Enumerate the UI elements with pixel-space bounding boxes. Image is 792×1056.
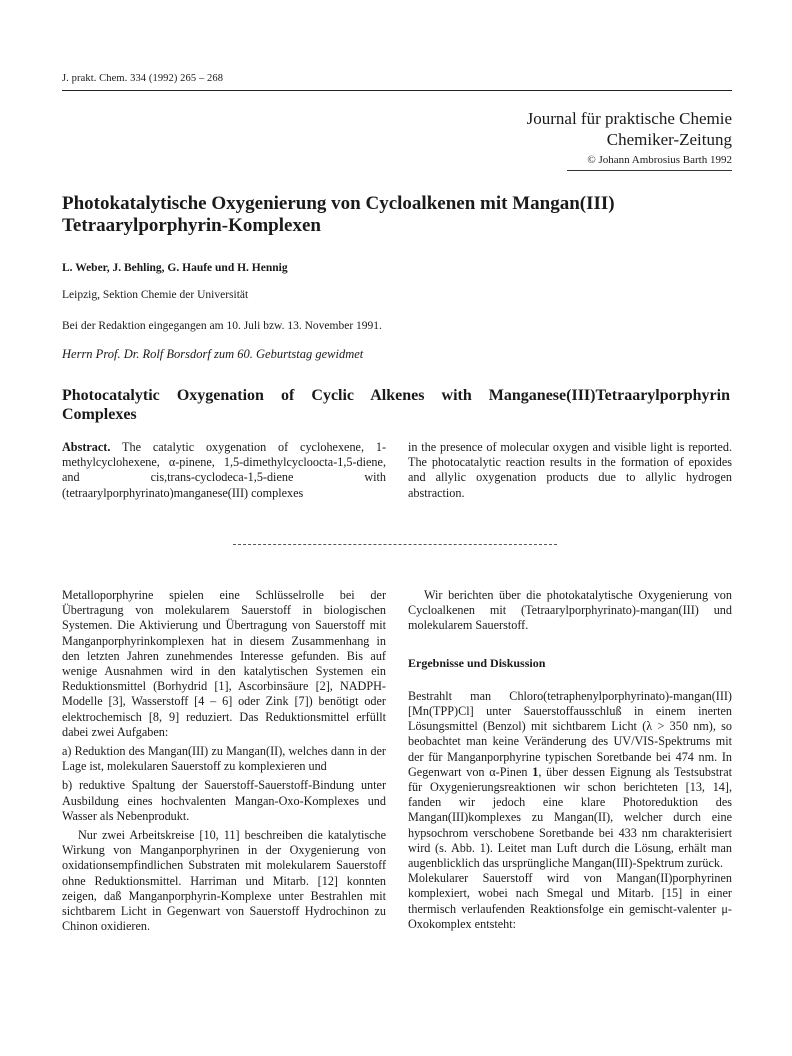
paragraph-text: , über dessen Eignung als Testsubstrat für Oxygenierungsreaktionen wir schon berichteten [13, 14], fanden wir jedoch eine klare Photoreduktion des Mangan(III)komplexes zu Mangan(II), welcher durch eine hypsochrom verschobene Soretbande bei 433 nm charakterisiert wird (s. Abb. 1). Leitet man Luft durch die Lösung, erhält man augenblicklich das ursprüngliche Mangan(III)-Spektrum zurück. — [408, 764, 733, 871]
section-heading: Ergebnisse und Diskussion — [408, 655, 546, 670]
paragraph: a) Reduktion des Mangan(III) zu Mangan(II), welches dann in der Lage ist, molekularen Sauerstoff zu komplexieren und — [62, 744, 386, 774]
paragraph: Molekularer Sauerstoff wird von Mangan(II)porphyrinen komplexiert, wobei nach Smegal und Mitarb. [15] in einer thermisch verlaufenden Reaktionsfolge ein gemischt-valenter μ-Oxokomplex entsteht: — [408, 871, 732, 931]
abstract-right-column — [408, 440, 732, 501]
section-divider — [233, 544, 557, 545]
paragraph — [408, 689, 732, 871]
copyright-notice: © Johann Ambrosius Barth 1992 — [567, 153, 732, 171]
paragraph: b) reduktive Spaltung der Sauerstoff-Sauerstoff-Bindung unter Ausbildung eines hochvalenten Mangan-Oxo-Komplexes und Wasser als Nebenprodukt. — [62, 778, 386, 823]
author-list: L. Weber, J. Behling, G. Haufe und H. Hennig — [62, 262, 288, 274]
running-head: J. prakt. Chem. 334 (1992) 265 – 268 — [62, 73, 224, 84]
received-date: Bei der Redaktion eingegangen am 10. Juli bzw. 13. November 1991. — [62, 320, 382, 332]
journal-name: Journal für praktische Chemie — [526, 109, 732, 128]
compound-number: 1 — [532, 764, 539, 779]
english-title: Photocatalytic Oxygenation of Cyclic Alkenes with Manganese(III)Tetraarylporphyrin Complexes — [62, 387, 730, 423]
header-rule — [62, 90, 732, 91]
abstract-text-left: The catalytic oxygenation of cyclohexene, 1-methylcyclohexene, α-pinene, 1,5-dimethylcycloocta-1,5-diene, and cis,trans-cyclodeca-1,5-diene with (tetraarylporphyrinato)manganese(III) complexes — [62, 440, 387, 500]
body-right-column — [408, 588, 732, 932]
paragraph-text: Bestrahlt man Chloro(tetraphenylporphyrinato)-mangan(III) [Mn(TPP)Cl] unter Sauerstoffausschluß in einem inerten Lösungsmittel (Benzol) mit sichtbarem Licht (λ > 350 nm), so beobachtet man keine Veränderung des UV/VIS-Spektrums mit der für Manganporphyrine typischen Soretbande bei 474 nm. In Gegenwart von α-Pinen — [408, 688, 732, 779]
journal-subtitle: Chemiker-Zeitung — [606, 130, 732, 149]
abstract-left-column — [62, 440, 386, 501]
affiliation: Leipzig, Sektion Chemie der Universität — [62, 289, 249, 301]
paragraph: Metalloporphyrine spielen eine Schlüsselrolle bei der Übertragung von molekularem Sauerstoff in biologischen Systemen. Die Aktivierung und Übertragung von Sauerstoff mit Manganporphyrinkomplexen hat in diesem Zusammenhang in den letzten Jahren zunehmendes Interesse gefunden. Bis auf wenige Ausnahmen wird in den katalytischen Systemen ein Reduktionsmittel (Borhydrid [1], Ascorbinsäure [2], NADPH-Modelle [3], Wasserstoff [4 – 6] oder Zink [7]) benötigt oder elektrochemisch [8, 9] reduziert. Das Reduktionsmittel erfüllt dabei zwei Aufgaben: — [62, 588, 386, 739]
abstract-label: Abstract. — [62, 440, 111, 454]
abstract-text-right: in the presence of molecular oxygen and visible light is reported. The photocatalytic reaction results in the formation of epoxides and allylic oxygenation products due to allylic hydrogen abstraction. — [408, 440, 732, 500]
dedication: Herrn Prof. Dr. Rolf Borsdorf zum 60. Geburtstag gewidmet — [62, 347, 364, 361]
paragraph: Wir berichten über die photokatalytische Oxygenierung von Cycloalkenen mit (Tetraarylporphyrinato)-mangan(III) und molekularem Sauerstoff. — [408, 588, 732, 633]
paragraph: Nur zwei Arbeitskreise [10, 11] beschreiben die katalytische Wirkung von Manganporphyrinen in der Oxygenierung von oxidationsempfindlichen Substraten mit molekularem Sauerstoff ohne Reduktionsmittel. Harriman und Mitarb. [12] konnten zeigen, daß Manganporphyrin-Komplexe unter Bestrahlen mit sichtbarem Licht in Gegenwart von Sauerstoff Hydrochinon zu Chinon oxidieren. — [62, 828, 386, 934]
article-title: Photokatalytische Oxygenierung von Cycloalkenen mit Mangan(III) Tetraarylporphyrin-Komplexen — [62, 193, 615, 236]
journal-block — [527, 108, 732, 171]
body-left-column — [62, 588, 386, 934]
